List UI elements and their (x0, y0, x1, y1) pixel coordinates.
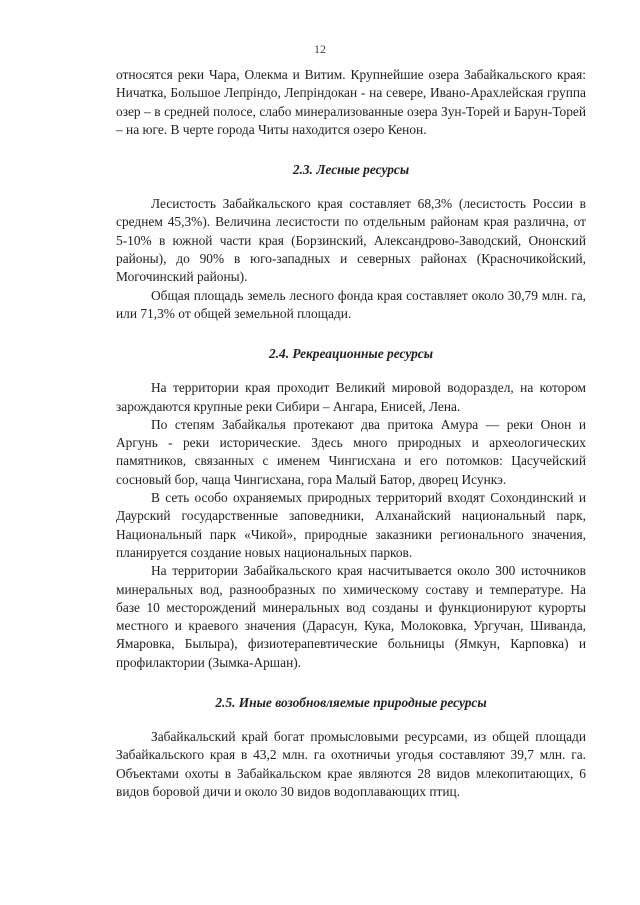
paragraph: Забайкальский край богат промысловыми ресурсами, из общей площади Забайкальского края в 43,2 млн. га охотничьи угодья составляют 39,7 млн. га. Объектами охоты в Забайкальском крае являются 28 видов млекопитающих, 6 видов боровой дичи и около 30 видов водоплавающих птиц. (116, 729, 586, 799)
paragraph: На территории Забайкальского края насчитывается около 300 источников минеральных вод, разнообразных по химическому составу и температуре. На базе 10 месторождений минеральных вод созданы и функционируют курорты местного и краевого значения (Дарасун, Кука, Молоковка, Ургучан, Шиванда, Ямаровка, Былыра), физиотерапевтические больницы (Ямкун, Карповка) и профилактории (Зымка-Аршан). (116, 563, 586, 670)
intro-paragraph: относятся реки Чара, Олекма и Витим. Крупнейшие озера Забайкальского края: Ничатка, Большое Лепріндо, Лепріндокан - на севере, Ивано-Арахлейская группа озер – в средней полосе, слабо минерализованные озера Зун-Торей и Барун-Торей – на юге. В черте города Читы находится озеро Кенон. (116, 67, 586, 137)
page-number: 12 (314, 42, 326, 56)
paragraph: В сеть особо охраняемых природных территорий входят Сохондинский и Даурский государственные заповедники, Алханайский национальный парк, Национальный парк «Чикой», природные заказники регионального значения, планируется создание новых национальных парков. (116, 490, 586, 560)
paragraph: Общая площадь земель лесного фонда края составляет около 30,79 млн. га, или 71,3% от общей земельной площади. (116, 287, 586, 321)
paragraph: Лесистость Забайкальского края составляет 68,3% (лесистость России в среднем 45,3%). Величина лесистости по отдельным районам края различна, от 5-10% в южной части края (Борзинский, Александрово-Заводский, Ононский районы), до 90% в юго-западных и северных районах (Красночикойский, Могочинский районы). (116, 196, 586, 285)
paragraph: По степям Забайкалья протекают два притока Амура –– реки Онон и Аргунь - реки исторические. Здесь много природных и археологических памятников, связанных с именем Чингисхана и его потомков: Цасучейский сосновый бор, чаща Чингисхана, гора Малый Батор, дворец Исункэ. (116, 416, 586, 487)
section-heading-recreation: 2.4. Рекреационные ресурсы (268, 346, 434, 362)
paragraph: На территории края проходит Великий мировой водораздел, на котором зарождаются крупные реки Сибири – Ангара, Енисей, Лена. (116, 380, 586, 414)
document-body (116, 66, 586, 801)
section-heading-other-resources: 2.5. Иные возобновляемые природные ресурсы (215, 695, 487, 711)
section-heading-forest: 2.3. Лесные ресурсы (292, 162, 410, 178)
